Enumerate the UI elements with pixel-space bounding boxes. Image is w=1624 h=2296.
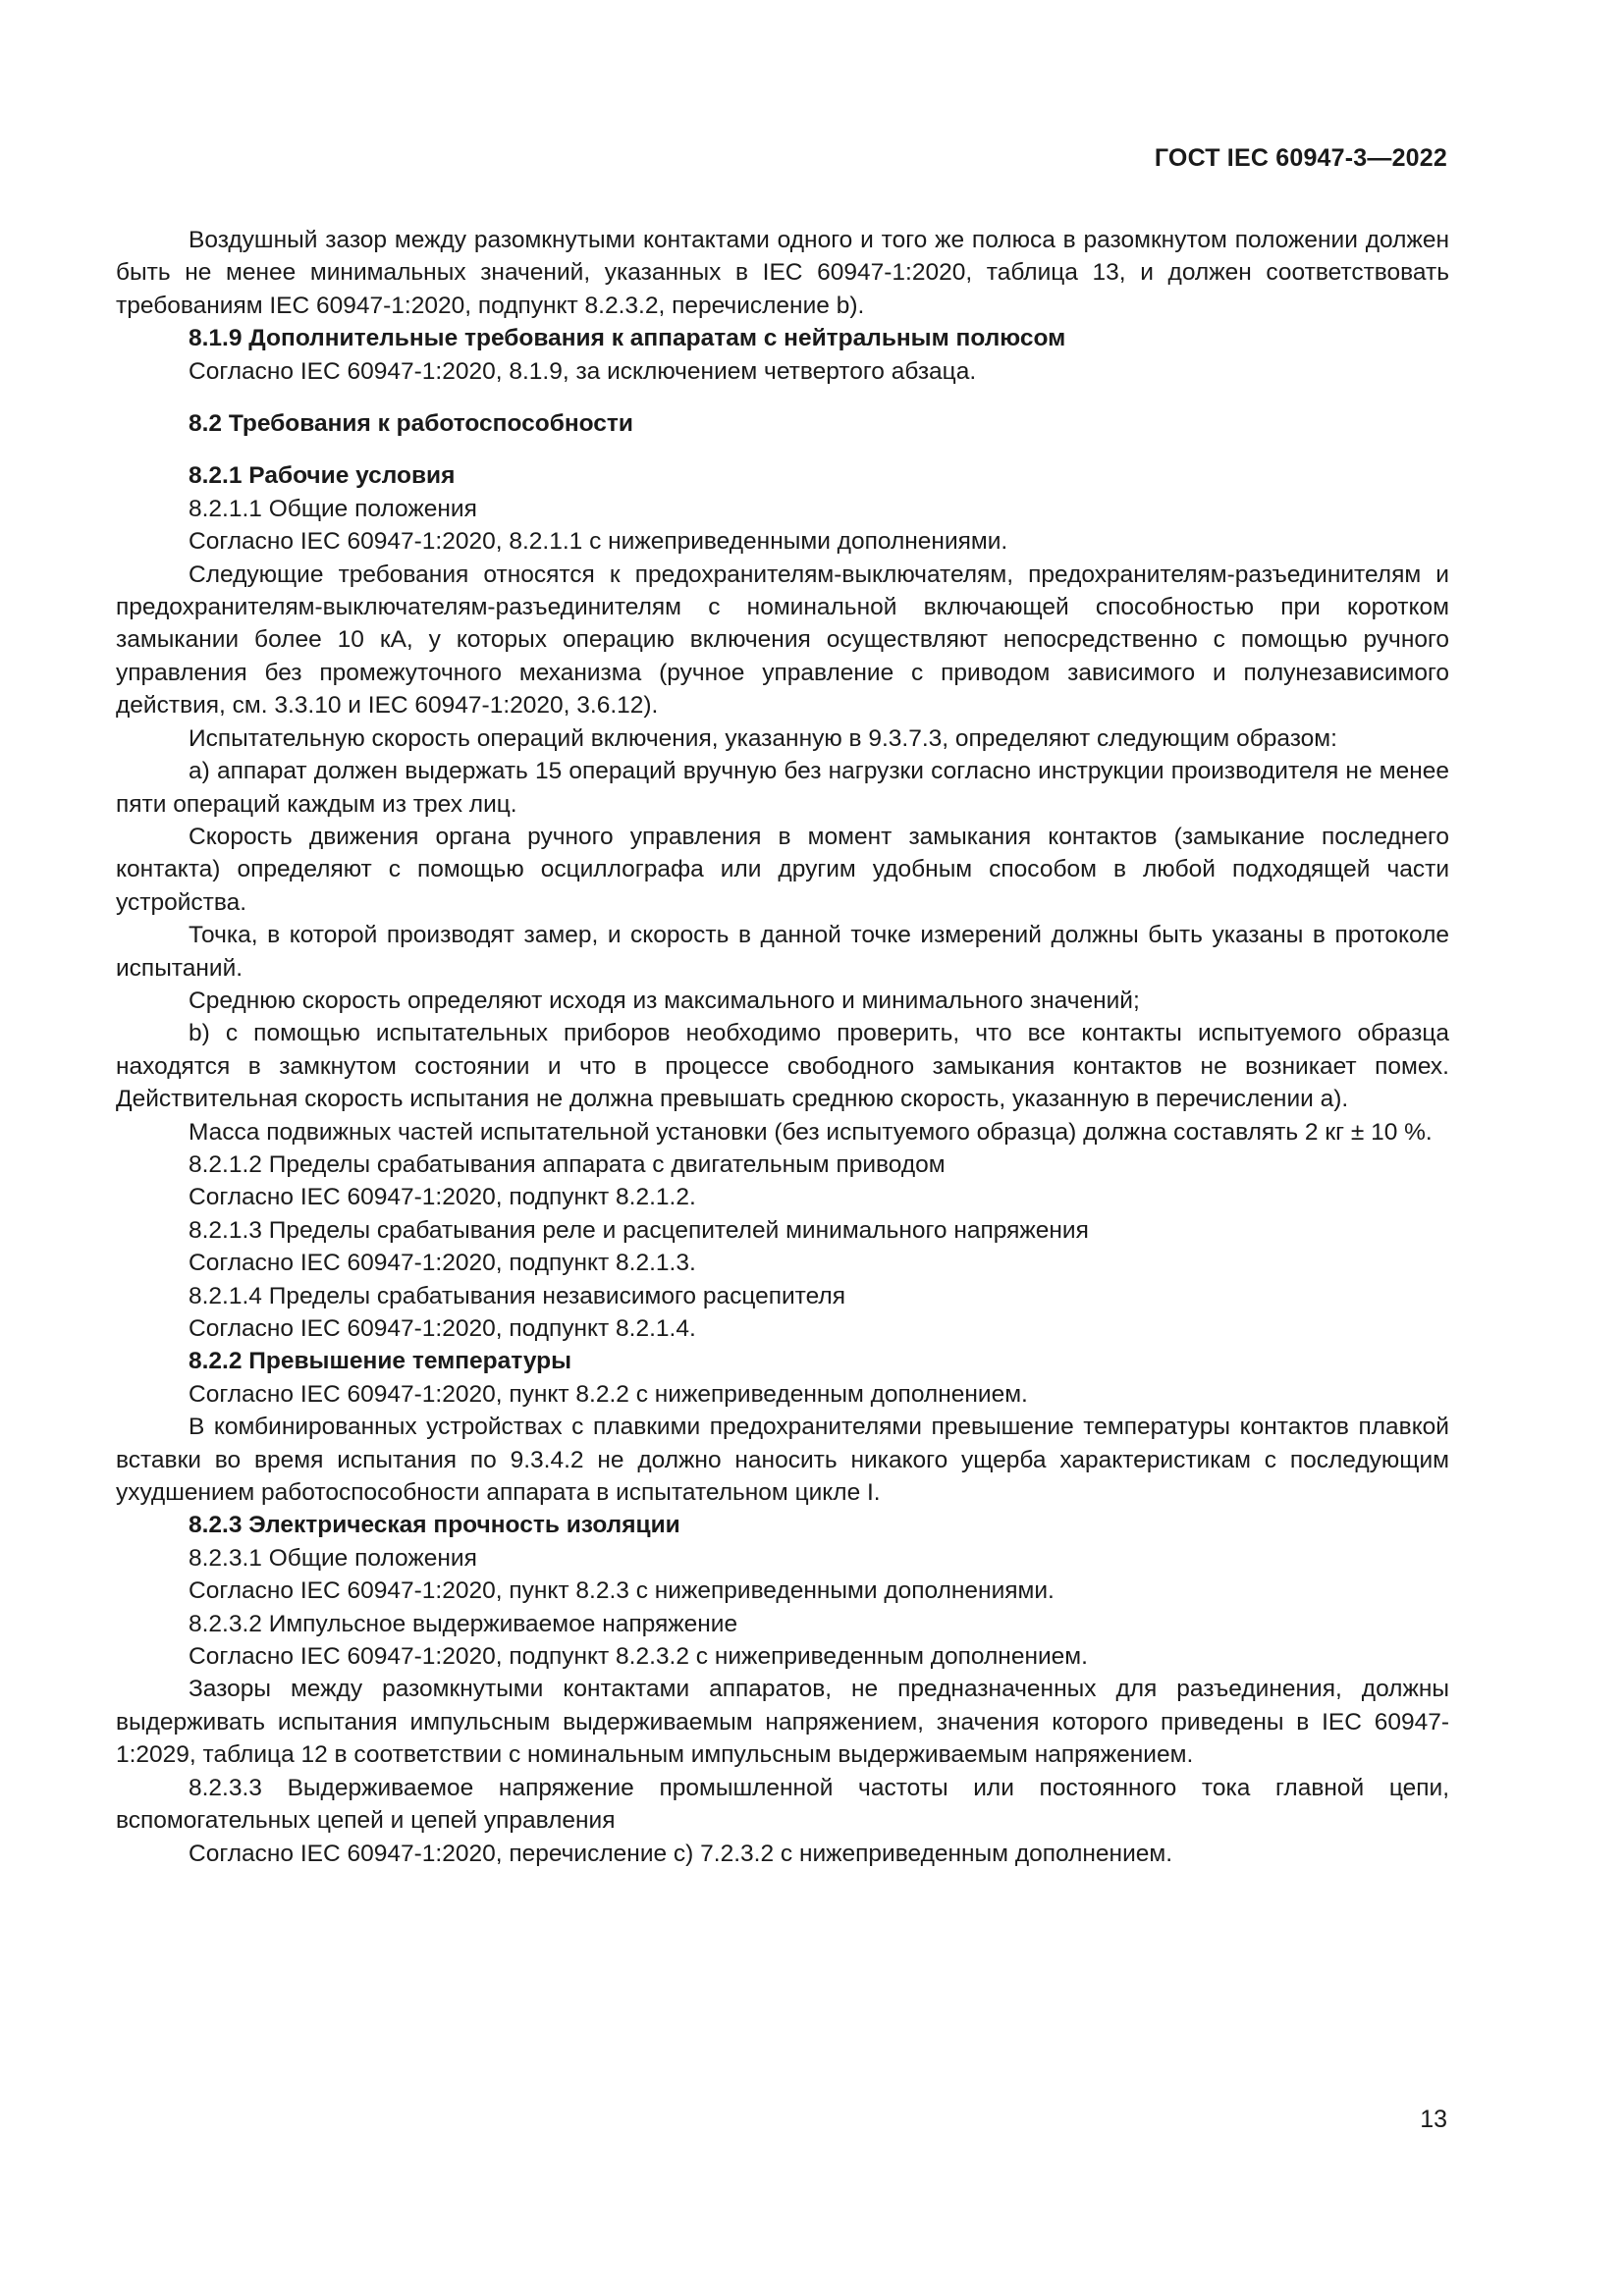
section-heading-8-2: 8.2 Требования к работоспособности <box>189 410 633 438</box>
paragraph: Испытательную скорость операций включения, указанную в 9.3.7.3, определяют следующим образом: <box>189 724 1337 752</box>
paragraph: Масса подвижных частей испытательной установки (без испытуемого образца) должна составлять 2 кг ± 10 %. <box>189 1118 1433 1146</box>
paragraph: Воздушный зазор между разомкнутыми контактами одного и того же полюса в разомкнутом положении должен быть не менее минимальных значений, указанных в IEC 60947-1:2020, таблица 13, и должен соответствовать требованиям IEC 60947-1:2020, подпункт 8.2.3.2, перечисление b). <box>116 227 1449 319</box>
paragraph: Согласно IEC 60947-1:2020, 8.2.1.1 с нижеприведенными дополнениями. <box>189 528 1008 556</box>
subsection-title: 8.2.1.2 Пределы срабатывания аппарата с двигательным приводом <box>189 1150 946 1178</box>
list-item: а) аппарат должен выдержать 15 операций вручную без нагрузки согласно инструкции производителя не менее пяти операций каждым из трех лиц. <box>116 758 1449 818</box>
subsection-title: 8.2.3.3 Выдерживаемое напряжение промышленной частоты или постоянного тока главной цепи, вспомогательных цепей и цепей управления <box>116 1774 1449 1835</box>
paragraph: Среднюю скорость определяют исходя из максимального и минимального значений; <box>189 987 1140 1014</box>
paragraph: Согласно IEC 60947-1:2020, 8.1.9, за исключением четвертого абзаца. <box>189 357 977 385</box>
subsection-title: 8.2.3.2 Импульсное выдерживаемое напряжение <box>189 1610 738 1637</box>
document-body <box>116 224 1449 1870</box>
paragraph: Согласно IEC 60947-1:2020, пункт 8.2.3 с нижеприведенными дополнениями. <box>189 1577 1055 1605</box>
paragraph: Скорость движения органа ручного управления в момент замыкания контактов (замыкание последнего контакта) определяют с помощью осциллографа или другим удобным способом в любой подходящей части устройства. <box>116 823 1449 916</box>
subsection-title: 8.2.1.3 Пределы срабатывания реле и расцепителей минимального напряжения <box>189 1216 1089 1244</box>
paragraph: Следующие требования относятся к предохранителям-выключателям, предохранителям-разъединителям и предохранителям-выключателям-разъединителям с номинальной включающей способностью при коротком замыкании более 10 кА, у которых операцию включения осуществляют непосредственно с помощью ручного управления без промежуточного механизма (ручное управление с приводом зависимого и полунезависимого действия, см. 3.3.10 и IEC 60947-1:2020, 3.6.12). <box>116 561 1449 720</box>
section-heading-8-2-3: 8.2.3 Электрическая прочность изоляции <box>189 1512 680 1539</box>
document-header-id: ГОСТ IEC 60947-3—2022 <box>1154 144 1447 172</box>
subsection-title: 8.2.3.1 Общие положения <box>189 1544 477 1572</box>
subsection-title: 8.2.1.4 Пределы срабатывания независимого расцепителя <box>189 1282 845 1309</box>
paragraph: Точка, в которой производят замер, и скорость в данной точке измерений должны быть указаны в протоколе испытаний. <box>116 922 1449 982</box>
page-number: 13 <box>1420 2106 1447 2133</box>
paragraph: Согласно IEC 60947-1:2020, подпункт 8.2.1.3. <box>189 1250 696 1277</box>
paragraph: Согласно IEC 60947-1:2020, подпункт 8.2.1.2. <box>189 1184 696 1211</box>
paragraph: Согласно IEC 60947-1:2020, пункт 8.2.2 с нижеприведенным дополнением. <box>189 1380 1028 1408</box>
section-heading-8-2-2: 8.2.2 Превышение температуры <box>189 1348 572 1375</box>
paragraph: Зазоры между разомкнутыми контактами аппаратов, не предназначенных для разъединения, должны выдерживать испытания импульсным выдерживаемым напряжением, значения которого приведены в IEC 60947-1:2029, таблица 12 в соответствии с номинальным импульсным выдерживаемым напряжением. <box>116 1676 1449 1769</box>
paragraph: Согласно IEC 60947-1:2020, подпункт 8.2.1.4. <box>189 1315 696 1342</box>
paragraph: Согласно IEC 60947-1:2020, подпункт 8.2.3.2 с нижеприведенным дополнением. <box>189 1643 1088 1671</box>
section-heading-8-2-1: 8.2.1 Рабочие условия <box>189 462 456 490</box>
paragraph: Согласно IEC 60947-1:2020, перечисление с) 7.2.3.2 с нижеприведенным дополнением. <box>189 1840 1173 1867</box>
subsection-title: 8.2.1.1 Общие положения <box>189 495 477 522</box>
paragraph: В комбинированных устройствах с плавкими предохранителями превышение температуры контактов плавкой вставки во время испытания по 9.3.4.2 не должно наносить никакого ущерба характеристикам с последующим ухудшением работоспособности аппарата в испытательном цикле I. <box>116 1414 1449 1507</box>
list-item: b) с помощью испытательных приборов необходимо проверить, что все контакты испытуемого образца находятся в замкнутом состоянии и что в процессе свободного замыкания контактов не возникает помех. Действительная скорость испытания не должна превышать среднюю скорость, указанную в перечислении а). <box>116 1020 1449 1113</box>
section-heading-8-1-9: 8.1.9 Дополнительные требования к аппаратам с нейтральным полюсом <box>189 325 1066 352</box>
